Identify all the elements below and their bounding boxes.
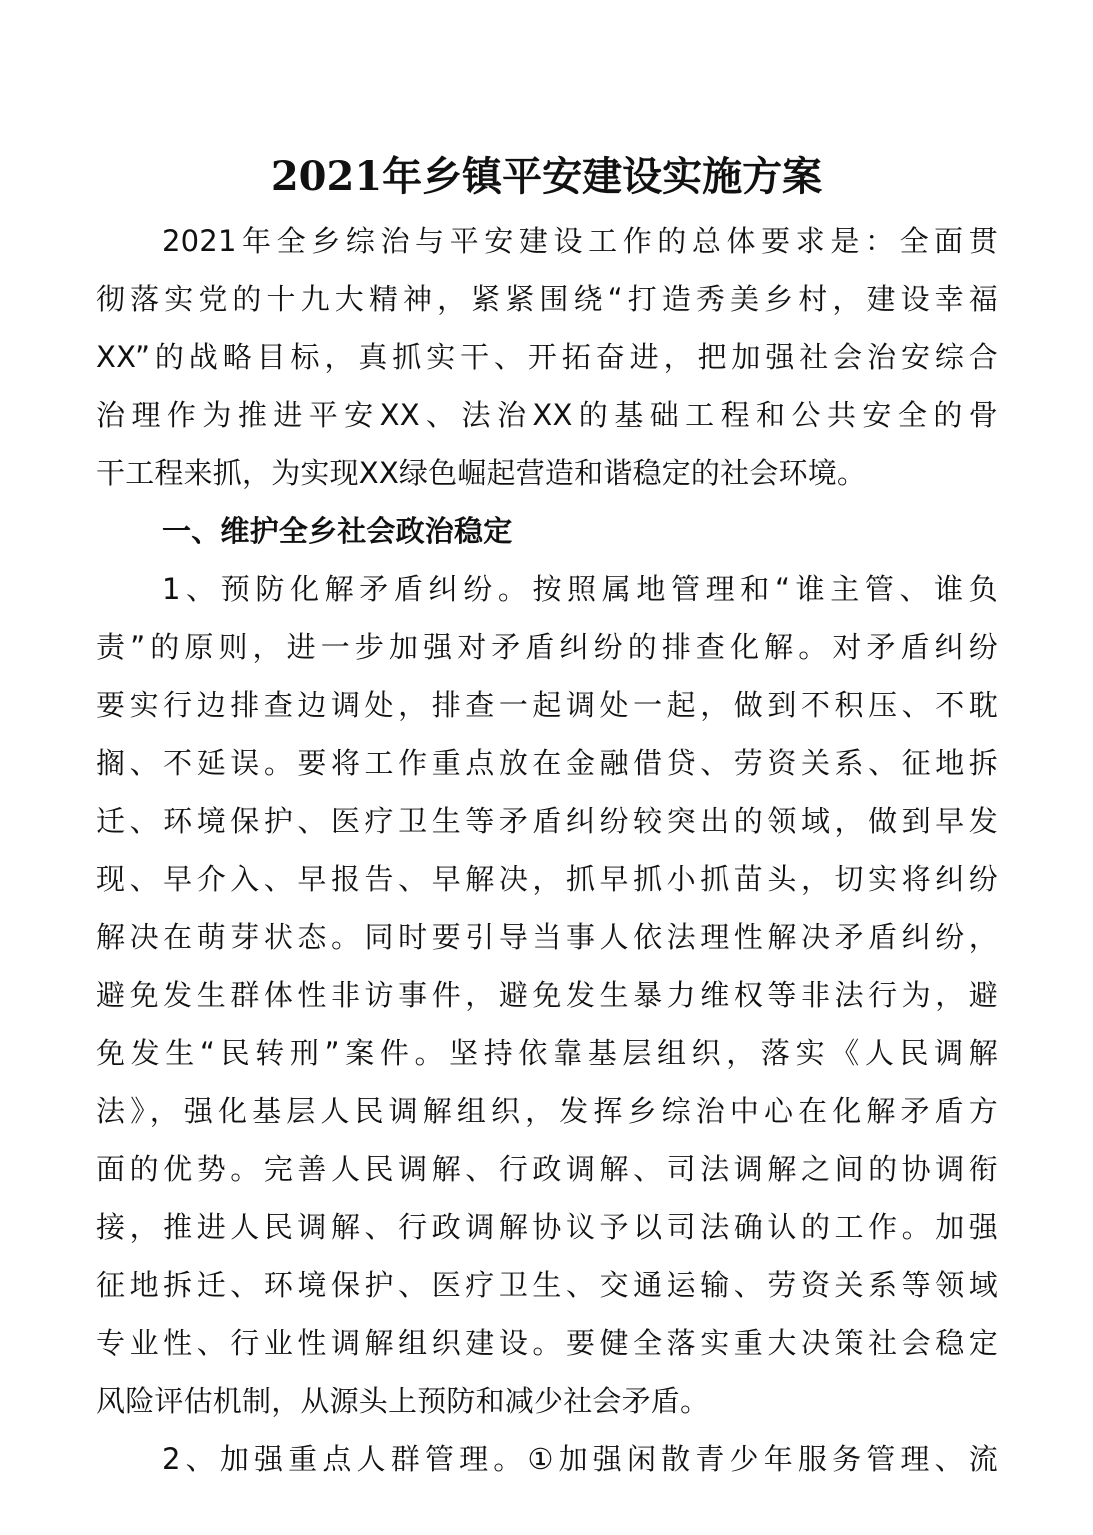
section-heading: 一、维护全乡社会政治稳定 [162,514,513,548]
paragraph-line: 治理作为推进平安XX、法治XX的基础工程和公共安全的骨 [96,398,998,432]
paragraph-line: 风险评估机制，从源头上预防和减少社会矛盾。 [96,1384,710,1418]
paragraph-line: 要实行边排查边调处，排查一起调处一起，做到不积压、不耽 [96,688,998,722]
document-title: 2021年乡镇平安建设实施方案 [270,153,823,200]
paragraph-line: 搁、不延误。要将工作重点放在金融借贷、劳资关系、征地拆 [96,746,998,780]
paragraph-line: 2、加强重点人群管理。①加强闲散青少年服务管理、流 [162,1442,998,1476]
paragraph-line: 1、预防化解矛盾纠纷。按照属地管理和“谁主管、谁负 [162,572,998,606]
paragraph-line: 现、早介入、早报告、早解决，抓早抓小抓苗头，切实将纠纷 [96,862,998,896]
paragraph-line: 2021年全乡综治与平安建设工作的总体要求是：全面贯 [162,224,998,258]
paragraph-line: 法》，强化基层人民调解组织，发挥乡综治中心在化解矛盾方 [96,1094,998,1128]
paragraph-line: 免发生“民转刑”案件。坚持依靠基层组织，落实《人民调解 [96,1036,998,1070]
paragraph-line: 接，推进人民调解、行政调解协议予以司法确认的工作。加强 [96,1210,998,1244]
paragraph-line: 责”的原则，进一步加强对矛盾纠纷的排查化解。对矛盾纠纷 [96,630,998,664]
paragraph-line: 避免发生群体性非访事件，避免发生暴力维权等非法行为，避 [96,978,998,1012]
paragraph-line: 专业性、行业性调解组织建设。要健全落实重大决策社会稳定 [96,1326,998,1360]
paragraph-line: 征地拆迁、环境保护、医疗卫生、交通运输、劳资关系等领域 [96,1268,998,1302]
paragraph-line: XX”的战略目标，真抓实干、开拓奋进，把加强社会治安综合 [96,340,998,374]
paragraph-line: 干工程来抓，为实现XX绿色崛起营造和谐稳定的社会环境。 [96,456,867,490]
paragraph-line: 彻落实党的十九大精神，紧紧围绕“打造秀美乡村，建设幸福 [96,282,998,316]
paragraph-line: 迁、环境保护、医疗卫生等矛盾纠纷较突出的领域，做到早发 [96,804,998,838]
paragraph-line: 面的优势。完善人民调解、行政调解、司法调解之间的协调衔 [96,1152,998,1186]
paragraph-line: 解决在萌芽状态。同时要引导当事人依法理性解决矛盾纠纷， [96,920,998,954]
